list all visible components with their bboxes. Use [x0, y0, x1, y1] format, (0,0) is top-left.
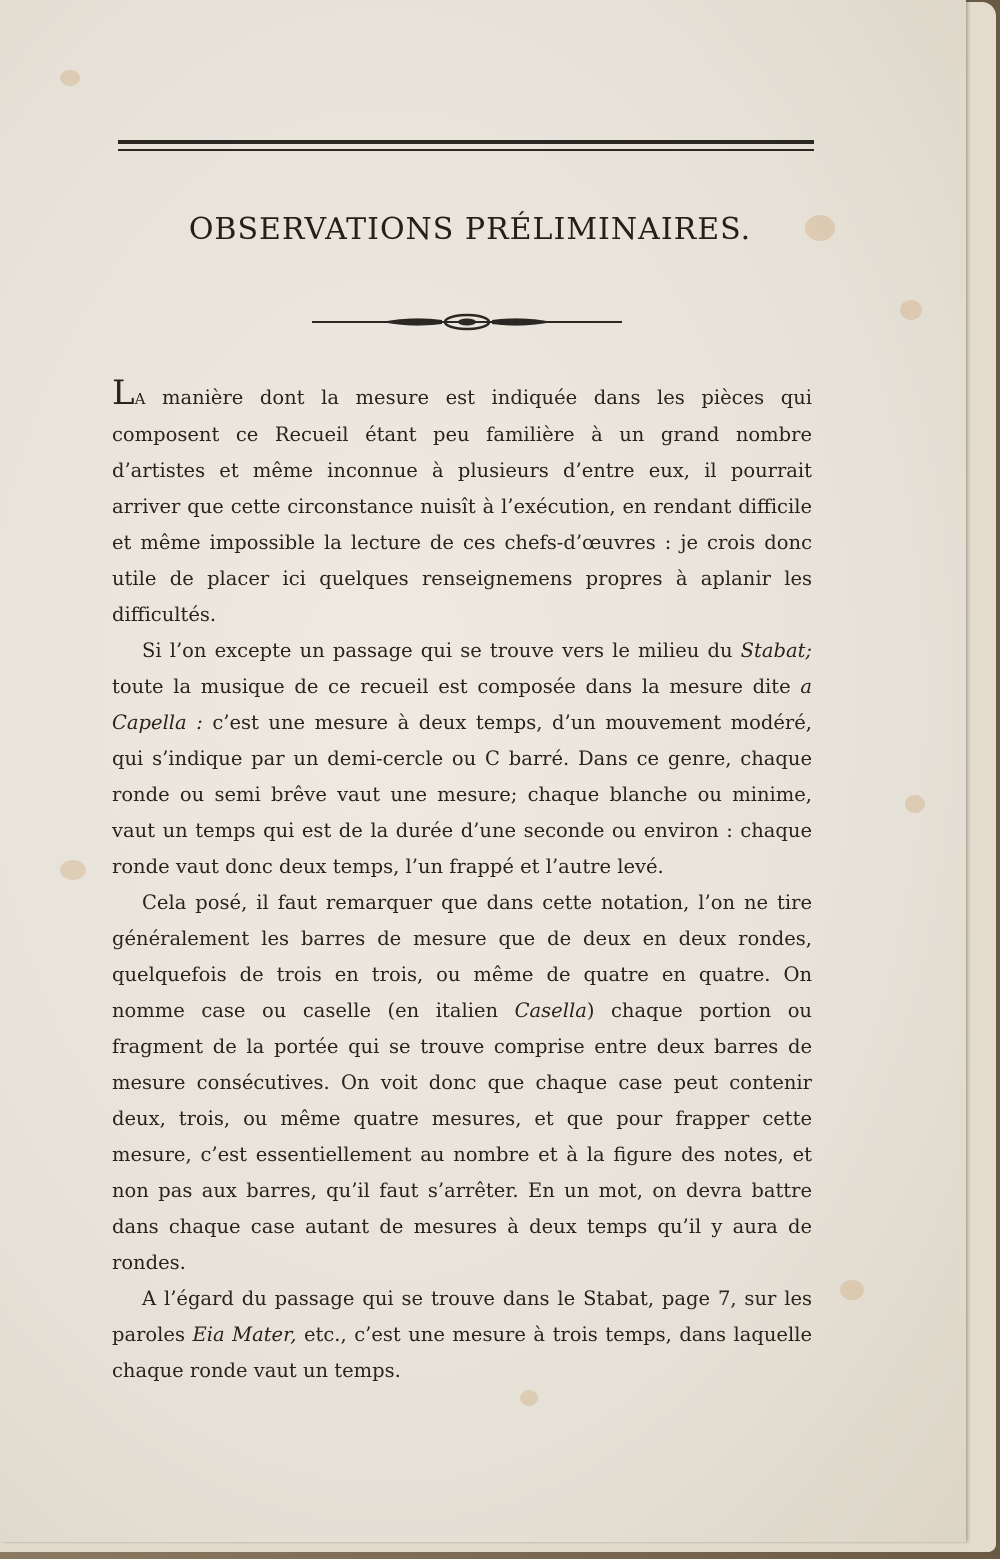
foxing-stain [840, 1280, 864, 1300]
paragraph-text: manière dont la mesure est indiquée dans les pièces qui composent ce Recueil étant peu familière à un grand nombre d’artistes et même inconnue à plusieurs d’entre eux, il pourrait arriver que cette circonstance nuisît à l’exécution, en rendant difficile et même impossible la lecture de ces chefs-d’œuvres : je crois donc utile de placer ici quelques renseignemens propres à aplanir les difficultés. [112, 386, 812, 626]
foxing-stain [60, 860, 86, 880]
rule-thick-line [118, 140, 814, 144]
foxing-stain [905, 795, 925, 813]
paragraph-text: Si l’on excepte un passage qui se trouve vers le milieu du [142, 639, 741, 662]
foxing-stain [60, 70, 80, 86]
page-title: OBSERVATIONS PRÉLIMINAIRES. [188, 212, 752, 247]
italic-term-a-capella: a Capella : [112, 675, 812, 734]
paragraph-3 [112, 885, 812, 1281]
italic-term-casella: Casella [514, 999, 587, 1022]
body-text [112, 373, 812, 1389]
paragraph-1 [112, 373, 812, 633]
paragraph-text: etc., c’est une mesure à trois temps, dans laquelle chaque ronde vaut un temps. [112, 1323, 812, 1382]
paragraph-2 [112, 633, 812, 885]
rule-thin-line [118, 149, 814, 151]
paragraph-text: toute la musique de ce recueil est composée dans la mesure dite [112, 675, 801, 698]
paragraph-text: ) chaque portion ou fragment de la portée qui se trouve comprise entre deux barres de mesure consécutives. On voit donc que chaque case peut contenir deux, trois, ou même quatre mesures, et que pour frapper cette mesure, c’est essentiellement au nombre et à la figure des notes, et non pas aux barres, qu’il faut s’arrêter. En un mot, on devra battre dans chaque case autant de mesures à deux temps qu’il y aura de rondes. [112, 999, 812, 1274]
paragraph-text: c’est une mesure à deux temps, d’un mouvement modéré, qui s’indique par un demi-cercle ou C barré. Dans ce genre, chaque ronde ou semi brêve vaut une mesure; chaque blanche ou minime, vaut un temps qui est de la durée d’une seconde ou environ : chaque ronde vaut donc deux temps, l’un frappé et l’autre levé. [112, 711, 812, 878]
foxing-stain [900, 300, 922, 320]
ornament-divider-icon [312, 310, 622, 334]
paragraph-text: A l’égard du passage qui se trouve dans le Stabat, page 7, sur les paroles [112, 1287, 812, 1346]
small-capital: A [134, 390, 146, 408]
initial-letter: L [112, 373, 135, 413]
italic-term-eia-mater: Eia Mater, [192, 1323, 297, 1346]
foxing-stain [520, 1390, 538, 1406]
italic-term-stabat: Stabat; [740, 639, 812, 662]
paragraph-text: Cela posé, il faut remarquer que dans cette notation, l’on ne tire généralement les barres de mesure que de deux en deux rondes, quelquefois de trois en trois, ou même de quatre en quatre. On nomme case ou caselle (en italien [112, 891, 812, 1022]
header-double-rule [118, 140, 814, 154]
paragraph-4 [112, 1281, 812, 1389]
